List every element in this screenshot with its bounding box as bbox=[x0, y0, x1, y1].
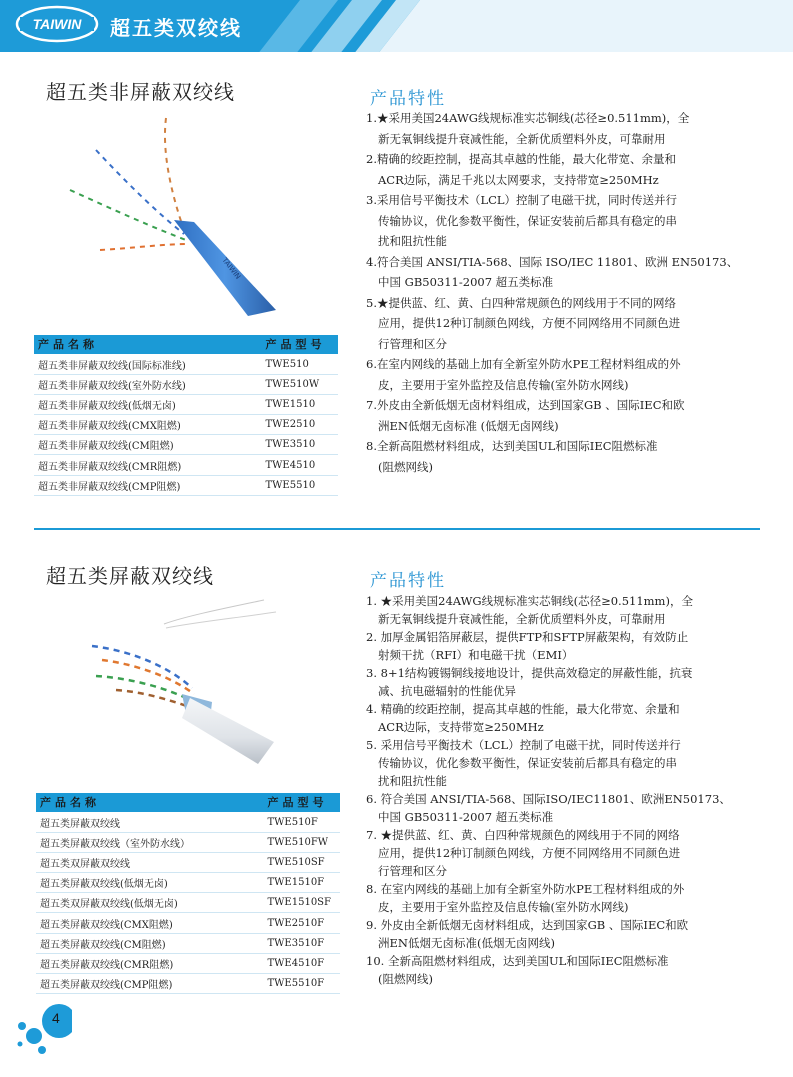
feature-item bbox=[366, 592, 731, 628]
product-model-cell: TWE1510SF bbox=[263, 893, 340, 913]
feature-line: 传输协议，优化参数平衡性，保证安装前后都具有稳定的串 bbox=[378, 213, 677, 228]
feature-item bbox=[366, 395, 738, 436]
feature-line: 洲EN低烟无卤标准 (低烟无卤网线) bbox=[378, 418, 559, 433]
feature-item bbox=[366, 880, 731, 916]
product-model-cell: TWE510F bbox=[263, 812, 340, 832]
feature-line: 4.符合美国 ANSI/TIA-568、国际 ISO/IEC 11801、欧洲 EN50173、 bbox=[366, 254, 739, 269]
page-number-decoration bbox=[12, 1000, 72, 1060]
feature-line: 1.★采用美国24AWG线规标准实芯铜线(芯径≥0.511mm)，全 bbox=[366, 111, 690, 125]
table-row bbox=[34, 394, 338, 414]
product-model-cell: TWE510 bbox=[261, 354, 338, 374]
feature-line: 扰和阻抗性能 bbox=[378, 234, 447, 248]
product-name-cell: 超五类屏蔽双绞线(CM阻燃) bbox=[36, 933, 263, 953]
feature-line: 应用，提供12种订制颜色网线，方便不同网络用不同颜色进 bbox=[378, 846, 681, 860]
section2-title: 超五类屏蔽双绞线 bbox=[46, 564, 214, 588]
feature-item bbox=[366, 664, 731, 700]
feature-item bbox=[366, 628, 731, 664]
table-row bbox=[34, 354, 338, 374]
table-row bbox=[36, 832, 340, 852]
feature-item bbox=[366, 826, 731, 880]
table-row bbox=[34, 374, 338, 394]
feature-line: (阻燃网线) bbox=[378, 459, 433, 474]
feature-line: 3.采用信号平衡技术（LCL）控制了电磁干扰，同时传送并行 bbox=[366, 193, 678, 207]
feature-item bbox=[366, 736, 731, 790]
product-name-cell: 超五类屏蔽双绞线(CMP阻燃) bbox=[36, 974, 263, 994]
section1-feature-list bbox=[366, 108, 738, 477]
table-row bbox=[36, 873, 340, 893]
feature-line: 皮，主要用于室外监控及信息传输(室外防水网线) bbox=[378, 900, 629, 914]
feature-line: 7. ★提供蓝、红、黄、白四种常规颜色的网线用于不同的网络 bbox=[366, 828, 680, 842]
table-row bbox=[36, 812, 340, 832]
feature-line: 2. 加厚金属铝箔屏蔽层，提供FTP和SFTP屏蔽架构，有效防止 bbox=[366, 630, 689, 644]
feature-line: (阻燃网线) bbox=[378, 972, 433, 986]
section1-features-title: 产品特性 bbox=[370, 89, 446, 109]
product-model-cell: TWE510W bbox=[261, 374, 338, 394]
feature-item bbox=[366, 916, 731, 952]
svg-text:TAIWIN: TAIWIN bbox=[220, 256, 243, 281]
product-model-cell: TWE4510 bbox=[261, 455, 338, 475]
logo-text: TAIWIN bbox=[32, 16, 82, 32]
product-name-cell: 超五类双屏蔽双绞线 bbox=[36, 852, 263, 872]
table-row bbox=[34, 455, 338, 475]
product-name-cell: 超五类屏蔽双绞线(低烟无卤) bbox=[36, 873, 263, 893]
product-model-cell: TWE5510F bbox=[263, 974, 340, 994]
feature-line: 3. 8+1结构镀锡铜线接地设计，提供高效稳定的屏蔽性能，抗衰 bbox=[366, 666, 693, 680]
table-row bbox=[34, 435, 338, 455]
table-row bbox=[36, 933, 340, 953]
feature-line: 5. 采用信号平衡技术（LCL）控制了电磁干扰，同时传送并行 bbox=[366, 738, 681, 752]
feature-line: 8. 在室内网线的基础上加有全新室外防水PE工程材料组成的外 bbox=[366, 882, 685, 896]
feature-line: ACR边际，满足千兆以太网要求，支持带宽≥250MHz bbox=[378, 172, 659, 187]
feature-line: 9. 外皮由全新低烟无卤材料组成，达到国家GB 、国际IEC和欧 bbox=[366, 918, 689, 932]
feature-line: 中国 GB50311-2007 超五类标准 bbox=[378, 810, 554, 824]
feature-line: 6.在室内网线的基础上加有全新室外防水PE工程材料组成的外 bbox=[366, 357, 681, 371]
table-header-row bbox=[36, 793, 340, 812]
product-model-cell: TWE510SF bbox=[263, 852, 340, 872]
section1-title: 超五类非屏蔽双绞线 bbox=[46, 80, 235, 104]
table-header-name: 产品名称 bbox=[36, 793, 263, 812]
feature-line: 5.★提供蓝、红、黄、白四种常规颜色的网线用于不同的网络 bbox=[366, 295, 676, 310]
feature-item bbox=[366, 293, 738, 355]
product-name-cell: 超五类非屏蔽双绞线(室外防水线) bbox=[34, 374, 261, 394]
feature-line: 应用，提供12种订制颜色网线，方便不同网络用不同颜色进 bbox=[378, 316, 681, 330]
feature-item bbox=[366, 108, 738, 149]
feature-line: 扰和阻抗性能 bbox=[378, 774, 447, 788]
product-name-cell: 超五类非屏蔽双绞线(CM阻燃) bbox=[34, 435, 261, 455]
section-divider bbox=[34, 528, 760, 530]
table-header-row bbox=[34, 335, 338, 354]
table-row bbox=[34, 475, 338, 495]
product-model-cell: TWE2510 bbox=[261, 415, 338, 435]
product-name-cell: 超五类非屏蔽双绞线(CMX阻燃) bbox=[34, 415, 261, 435]
table-header-model: 产品型号 bbox=[263, 793, 340, 812]
feature-line: 4. 精确的绞距控制，提高其卓越的性能，最大化带宽、余量和 bbox=[366, 702, 680, 716]
feature-line: 新无氧铜线提升衰减性能，全新优质塑料外皮，可靠耐用 bbox=[378, 612, 666, 626]
feature-item bbox=[366, 354, 738, 395]
feature-item bbox=[366, 700, 731, 736]
product-name-cell: 超五类非屏蔽双绞线(国际标准线) bbox=[34, 354, 261, 374]
feature-line: 射频干扰（RFI）和电磁干扰（EMI） bbox=[378, 648, 574, 662]
product-name-cell: 超五类双屏蔽双绞线(低烟无卤) bbox=[36, 893, 263, 913]
section2-features-title: 产品特性 bbox=[370, 571, 446, 591]
section1-product-table bbox=[34, 335, 338, 496]
utp-cable-image bbox=[44, 110, 284, 320]
page-number: 4 bbox=[52, 1010, 60, 1026]
product-name-cell: 超五类屏蔽双绞线 bbox=[36, 812, 263, 832]
feature-line: 8.全新高阻燃材料组成，达到美国UL和国际IEC阻燃标准 bbox=[366, 439, 658, 453]
product-model-cell: TWE3510 bbox=[261, 435, 338, 455]
product-name-cell: 超五类非屏蔽双绞线(CMR阻燃) bbox=[34, 455, 261, 475]
feature-line: 皮，主要用于室外监控及信息传输(室外防水网线) bbox=[378, 377, 629, 392]
feature-line: 7.外皮由全新低烟无卤材料组成，达到国家GB 、国际IEC和欧 bbox=[366, 398, 685, 412]
table-header-name: 产品名称 bbox=[34, 335, 261, 354]
feature-item bbox=[366, 790, 731, 826]
product-model-cell: TWE510FW bbox=[263, 832, 340, 852]
feature-item bbox=[366, 952, 731, 988]
feature-line: 洲EN低烟无卤标准(低烟无卤网线) bbox=[378, 936, 555, 950]
product-model-cell: TWE1510F bbox=[263, 873, 340, 893]
product-model-cell: TWE1510 bbox=[261, 394, 338, 414]
feature-line: 6. 符合美国 ANSI/TIA-568、国际ISO/IEC11801、欧洲EN50173、 bbox=[366, 792, 731, 806]
feature-line: 行管理和区分 bbox=[378, 864, 447, 878]
table-row bbox=[36, 953, 340, 973]
page-header bbox=[0, 0, 793, 52]
table-row bbox=[36, 974, 340, 994]
feature-item bbox=[366, 252, 738, 293]
product-model-cell: TWE3510F bbox=[263, 933, 340, 953]
product-name-cell: 超五类非屏蔽双绞线(低烟无卤) bbox=[34, 394, 261, 414]
feature-item bbox=[366, 190, 738, 252]
header-title: 超五类双绞线 bbox=[110, 16, 242, 40]
feature-line: 减、抗电磁辐射的性能优异 bbox=[378, 684, 516, 698]
product-name-cell: 超五类屏蔽双绞线(CMR阻燃) bbox=[36, 953, 263, 973]
product-name-cell: 超五类屏蔽双绞线（室外防水线） bbox=[36, 832, 263, 852]
feature-line: ACR边际，支持带宽≥250MHz bbox=[378, 720, 544, 734]
feature-line: 行管理和区分 bbox=[378, 336, 447, 351]
feature-line: 10. 全新高阻燃材料组成，达到美国UL和国际IEC阻燃标准 bbox=[366, 954, 669, 968]
feature-line: 中国 GB50311-2007 超五类标准 bbox=[378, 275, 554, 289]
ftp-cable-image bbox=[86, 598, 282, 770]
table-row bbox=[36, 852, 340, 872]
section2-feature-list bbox=[366, 592, 731, 988]
feature-line: 1. ★采用美国24AWG线规标准实芯铜线(芯径≥0.511mm)，全 bbox=[366, 594, 693, 608]
table-row bbox=[36, 913, 340, 933]
feature-line: 新无氧铜线提升衰减性能，全新优质塑料外皮，可靠耐用 bbox=[378, 131, 666, 146]
table-header-model: 产品型号 bbox=[261, 335, 338, 354]
feature-line: 2.精确的绞距控制，提高其卓越的性能，最大化带宽、余量和 bbox=[366, 152, 676, 166]
product-model-cell: TWE5510 bbox=[261, 475, 338, 495]
table-row bbox=[36, 893, 340, 913]
product-model-cell: TWE4510F bbox=[263, 953, 340, 973]
feature-item bbox=[366, 436, 738, 477]
feature-line: 传输协议，优化参数平衡性，保证安装前后都具有稳定的串 bbox=[378, 756, 677, 770]
table-row bbox=[34, 415, 338, 435]
product-name-cell: 超五类非屏蔽双绞线(CMP阻燃) bbox=[34, 475, 261, 495]
product-model-cell: TWE2510F bbox=[263, 913, 340, 933]
section2-product-table bbox=[36, 793, 340, 994]
product-name-cell: 超五类屏蔽双绞线(CMX阻燃) bbox=[36, 913, 263, 933]
taiwin-logo bbox=[14, 4, 100, 44]
feature-item bbox=[366, 149, 738, 190]
